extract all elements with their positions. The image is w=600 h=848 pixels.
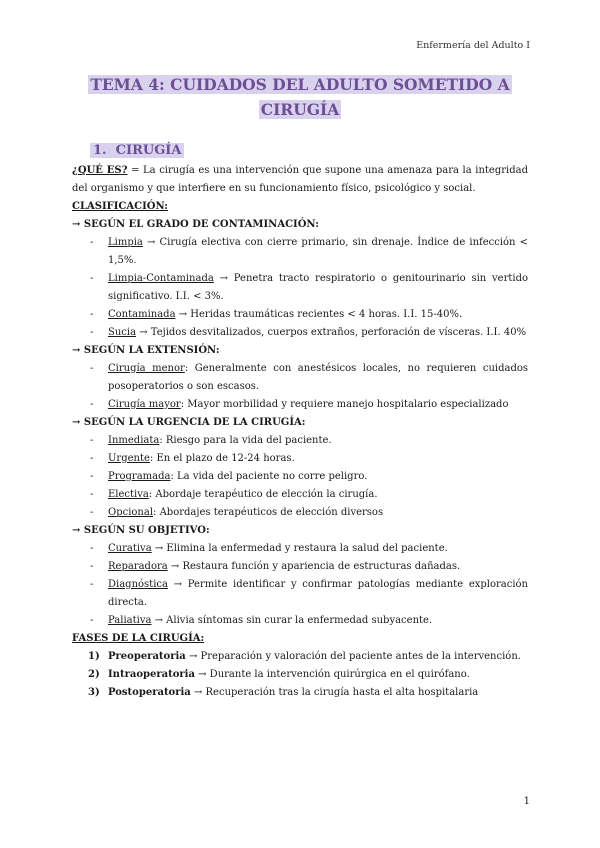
page-number: 1 xyxy=(523,796,530,807)
item-term: Opcional xyxy=(108,507,154,518)
item-term: Curativa xyxy=(108,543,152,554)
group-list xyxy=(72,540,528,630)
list-item xyxy=(72,432,528,450)
item-term: Diagnóstica xyxy=(108,579,168,590)
item-term: Cirugía menor xyxy=(108,363,185,374)
list-item xyxy=(72,576,528,612)
item-text: : Abordaje terapéutico de elección la cirugía. xyxy=(148,489,378,500)
list-item xyxy=(72,270,528,306)
phase-term: Preoperatoria xyxy=(108,651,186,662)
group-heading: → SEGÚN LA URGENCIA DE LA CIRUGÍA: xyxy=(72,417,306,428)
item-text: : Abordajes terapéuticos de elección diversos xyxy=(153,507,384,518)
item-term: Reparadora xyxy=(108,561,168,572)
phase-number: 3) xyxy=(88,687,100,698)
phases-label: FASES DE LA CIRUGÍA: xyxy=(72,633,205,644)
item-text: → Alivia síntomas sin curar la enfermedad subyacente. xyxy=(151,615,433,626)
phase-item xyxy=(72,666,528,684)
item-term: Paliativa xyxy=(108,615,152,626)
item-text: → Cirugía electiva con cierre primario, sin drenaje. Índice de infección < 1,5%. xyxy=(108,237,528,266)
section-title: CIRUGÍA xyxy=(115,143,182,158)
list-item xyxy=(72,324,528,342)
item-term: Limpia-Contaminada xyxy=(108,273,214,284)
list-item xyxy=(72,306,528,324)
list-item xyxy=(72,540,528,558)
title-line-2: CIRUGÍA xyxy=(260,100,340,119)
definition-paragraph xyxy=(72,162,528,198)
phase-text: → Durante la intervención quirúrgica en el quirófano. xyxy=(194,669,470,680)
item-term: Contaminada xyxy=(108,309,176,320)
title-line-1: TEMA 4: CUIDADOS DEL ADULTO SOMETIDO A xyxy=(90,75,510,94)
group-list xyxy=(72,234,528,342)
item-term: Urgente xyxy=(108,453,150,464)
item-term: Sucia xyxy=(108,327,137,338)
list-item xyxy=(72,234,528,270)
item-text: : En el plazo de 12-24 horas. xyxy=(149,453,295,464)
item-text: : Mayor morbilidad y requiere manejo hospitalario especializado xyxy=(180,399,509,410)
classification-groups xyxy=(72,216,528,630)
phases-list xyxy=(72,648,528,702)
item-text: : Riesgo para la vida del paciente. xyxy=(159,435,332,446)
list-item xyxy=(72,612,528,630)
list-item xyxy=(72,468,528,486)
group-list xyxy=(72,432,528,522)
running-header: Enfermería del Adulto I xyxy=(416,40,530,51)
group-heading: → SEGÚN SU OBJETIVO: xyxy=(72,525,210,536)
group-list xyxy=(72,360,528,414)
item-text: → Restaura función y apariencia de estructuras dañadas. xyxy=(167,561,461,572)
list-item xyxy=(72,504,528,522)
item-term: Programada xyxy=(108,471,171,482)
phase-item xyxy=(72,684,528,702)
item-text: → Penetra tracto respiratorio o genitourinario sin vertido significativo. I.I. < 3%. xyxy=(108,273,528,302)
phase-item xyxy=(72,648,528,666)
definition-text: = La cirugía es una intervención que supone una amenaza para la integridad del organismo y que interfiere en su funcionamiento físico, psicológico y social. xyxy=(72,165,528,194)
phase-text: → Recuperación tras la cirugía hasta el alta hospitalaria xyxy=(190,687,479,698)
item-text: → Heridas traumáticas recientes < 4 horas. I.I. 15-40%. xyxy=(175,309,463,320)
group-heading: → SEGÚN LA EXTENSIÓN: xyxy=(72,345,220,356)
list-item xyxy=(72,360,528,396)
item-text: : La vida del paciente no corre peligro. xyxy=(170,471,368,482)
phase-term: Postoperatoria xyxy=(108,687,191,698)
group-heading: → SEGÚN EL GRADO DE CONTAMINACIÓN: xyxy=(72,219,319,230)
item-term: Cirugía mayor xyxy=(108,399,181,410)
section-heading xyxy=(90,140,528,162)
item-text: → Tejidos desvitalizados, cuerpos extraños, perforación de vísceras. I.I. 40% xyxy=(136,327,527,338)
phase-number: 1) xyxy=(88,651,100,662)
item-text: → Permite identificar y confirmar patologías mediante exploración directa. xyxy=(108,579,528,608)
main-content xyxy=(72,140,528,702)
list-item xyxy=(72,450,528,468)
list-item xyxy=(72,558,528,576)
page-title xyxy=(72,72,528,122)
item-term: Limpia xyxy=(108,237,143,248)
item-term: Inmediata xyxy=(108,435,160,446)
item-text: : Generalmente con anestésicos locales, no requieren cuidados posoperatorios o son escasos. xyxy=(108,363,529,392)
list-item xyxy=(72,396,528,414)
item-text: → Elimina la enfermedad y restaura la salud del paciente. xyxy=(151,543,448,554)
classification-label: CLASIFICACIÓN: xyxy=(72,201,168,212)
item-term: Electiva xyxy=(108,489,149,500)
phase-number: 2) xyxy=(88,669,100,680)
definition-label: ¿QUÉ ES? xyxy=(72,165,128,176)
section-number: 1. xyxy=(93,143,107,158)
phase-text: → Preparación y valoración del paciente antes de la intervención. xyxy=(185,651,521,662)
phase-term: Intraoperatoria xyxy=(108,669,195,680)
list-item xyxy=(72,486,528,504)
